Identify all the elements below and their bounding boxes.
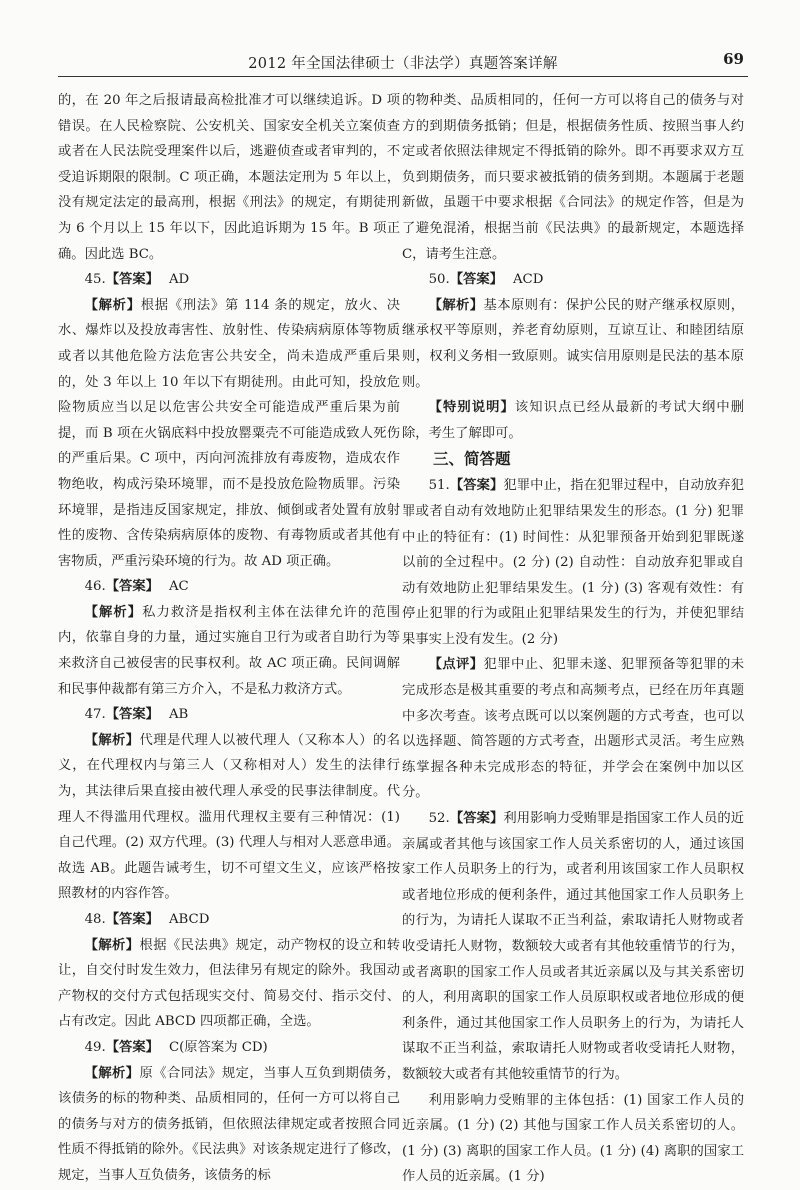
continuation-paragraph: 的物种类、品质相同的，任何一方可以将自己的债务与对方的到期债务抵销；但是，根据债务性质、按照当事人约定或者依照法律规定不得抵销的除外。即不再要求双方互负到期债务，而只要求被抵销的债务到期。本题属于老题新做，虽题干中要求根据《合同法》的规定作答，但是为了避免混淆，根据当前《民法典》的最新规定，本题选择 C，请考生注意。 [402, 93, 744, 262]
comment-51: 【点评】犯罪中止、犯罪未遂、犯罪预备等犯罪的未完成形态是极其重要的考点和高频考点，已经在历年真题中多次考查。该考点既可以以案例题的方式考查，也可以以选择题、简答题的方式考查，出题形式灵活。考生应熟练掌握各种未完成形态的特征，并学会在案例中加以区分。 [402, 657, 745, 801]
subjects-52: 利用影响力受贿罪的主体包括：(1) 国家工作人员的近亲属。(1 分) (2) 其他与国家工作人员关系密切的人。(1 分) (3) 离职的国家工作人员。(1 分) (4) 离职的国家工作人员的近亲属。(1 分) [402, 1092, 744, 1185]
continuation-paragraph: 的，在 20 年之后报请最高检批准才可以继续追诉。D 项错误。在人民检察院、公安机关、国家安全机关立案侦查或者在人民法院受理案件以后，逃避侦查或者审判的，不受追诉期限的限制。C 项正确，本题法定刑为 5 年以上，没有规定法定的最高刑，根据《刑法》的规定，有期徒刑为 6 个月以上 15 年以下，因此追诉期为 15 年。B 项正确。因此选 BC。 [58, 93, 400, 262]
special-note-50: 【特别说明】该知识点已经从最新的考试大纲中删除，考生了解即可。 [402, 400, 745, 441]
analysis-46: 【解析】私力救济是指权利主体在法律允许的范围内，依靠自身的力量，通过实施自卫行为或者自助行为等来救济自己被侵害的民事权利。故 AC 项正确。民间调解和民事仲裁都有第三方介入，不是私力救济方式。 [58, 604, 401, 697]
section-heading: 三、简答题 [433, 450, 511, 469]
analysis-47: 【解析】代理是代理人以被代理人（又称本人）的名义，在代理权内与第三人（又称相对人）发生的法律行为，其法律后果直接由被代理人承受的民事法律制度。代理人不得滥用代理权。滥用代理权主要有三种情况：(1) 自己代理。(2) 双方代理。(3) 代理人与相对人恶意串通。故选 AB。此题告诫考生，切不可望文生义，应该严格按照教材的内容作答。 [58, 732, 401, 902]
analysis-49: 【解析】原《合同法》规定，当事人互负到期债务，该债务的标的物种类、品质相同的，任何一方可以将自己的债务与对方的债务抵销，但依照法律规定或者按照合同性质不得抵销的除外。《民法典》对该条规定进行了修改，规定，当事人互负债务，该债务的标 [58, 1065, 401, 1183]
analysis-45: 【解析】根据《刑法》第 114 条的规定，放火、决水、爆炸以及投放毒害性、放射性、传染病病原体等物质或者以其他危险方法危害公共安全，尚未造成严重后果的，处 3 年以上 10 年以下有期徒刑。由此可知，投放危险物质应当以足以危害公共安全可能造成严重后果为前提，而 B 项在火锅底料中投放罂粟壳不可能造成致人死伤的严重后果。C 项中，丙向河流排放有毒废物，造成农作物绝收，构成污染环境罪，而不是投放危险物质罪。污染环境罪，是指违反国家规定，排放、倾倒或者处置有放射性的废物、含传染病病原体的废物、有毒物质或者其他有害物质，严重污染环境的行为。故 AD 项正确。 [58, 297, 400, 569]
analysis-50: 【解析】基本原则有：保护公民的财产继承权原则，继承权平等原则，养老育幼原则，互谅互让、和睦团结原则，权利义务相一致原则。诚实信用原则是民法的基本原则。 [402, 297, 745, 390]
running-title: 2012 年全国法律硕士（非法学）真题答案详解 [248, 56, 558, 72]
left-column [58, 88, 400, 1189]
right-column [402, 88, 744, 1190]
answer-47: 47.【答案】 AB [84, 707, 189, 723]
answer-45: 45.【答案】 AD [84, 272, 190, 288]
page-number: 69 [723, 50, 744, 68]
page-header [58, 40, 748, 77]
answer-46: 46.【答案】 AC [84, 579, 189, 595]
answer-51: 51.【答案】犯罪中止，指在犯罪过程中，自动放弃犯罪或者自动有效地防止犯罪结果发生的形态。(1 分) 犯罪中止的特征有：(1) 时间性：从犯罪预备开始到犯罪既遂以前的全过程中。(2 分) (2) 自动性：自动放弃犯罪或自动有效地防止犯罪结果发生。(1 分) (3) 客观有效性：有停止犯罪的行为或阻止犯罪结果发生的行为，并使犯罪结果事实上没有发生。(2 分) [402, 478, 744, 647]
answer-52: 52.【答案】利用影响力受贿罪是指国家工作人员的近亲属或者其他与该国家工作人员关系密切的人，通过该国家工作人员职务上的行为，或者利用该国家工作人员职权或者地位形成的便利条件，通过其他国家工作人员职务上的行为，为请托人谋取不正当利益，索取请托人财物或者收受请托人财物，数额较大或者有其他较重情节的行为，或者离职的国家工作人员或者其近亲属以及与其关系密切的人，利用离职的国家工作人员原职权或者地位形成的便利条件，通过其他国家工作人员职务上的行为，为请托人谋取不正当利益，索取请托人财物或者收受请托人财物，数额较大或者有其他较重情节的行为。 [402, 811, 744, 1082]
answer-49: 49.【答案】 C(原答案为 CD) [84, 1039, 268, 1055]
answer-50: 50.【答案】 ACD [428, 272, 544, 288]
answer-48: 48.【答案】 ABCD [84, 912, 210, 927]
analysis-48: 【解析】根据《民法典》规定，动产物权的设立和转让，自交付时发生效力，但法律另有规定的除外。我国动产物权的交付方式包括现实交付、简易交付、指示交付、占有改定。因此 ABCD 四项都正确，全选。 [58, 937, 401, 1030]
